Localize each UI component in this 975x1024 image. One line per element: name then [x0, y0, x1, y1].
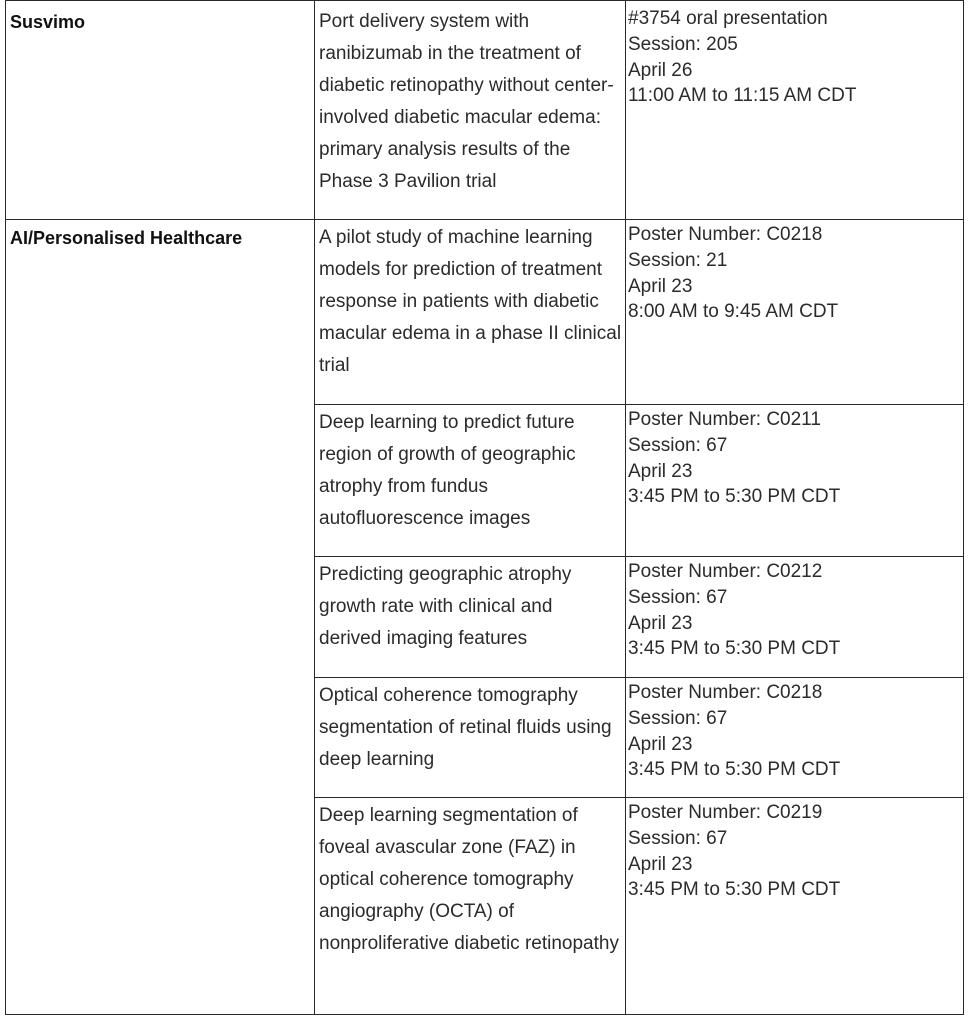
presentation-number: Poster Number: C0212: [628, 561, 823, 582]
presentation-time: 3:45 PM to 5:30 PM CDT: [628, 486, 841, 508]
presentation-date: April 23: [628, 733, 693, 755]
presentation-details-cell: [628, 559, 958, 662]
table-border-bottom: [5, 1014, 964, 1015]
presentation-session: Session: 67: [628, 827, 728, 849]
presentation-number: Poster Number: C0211: [628, 409, 821, 430]
table-border-right: [963, 0, 964, 1015]
abstract-title-cell: [319, 6, 619, 198]
presentation-time: 11:00 AM to 11:15 AM CDT: [628, 85, 857, 107]
presentation-session: Session: 205: [628, 33, 738, 55]
presentation-date: April 23: [628, 612, 693, 634]
presentation-time: 3:45 PM to 5:30 PM CDT: [628, 759, 841, 781]
abstract-title: A pilot study of machine learning models for prediction of treatment response in patients with diabetic macular edema in a phase II clinical trial: [319, 227, 622, 376]
presentations-table: [5, 0, 964, 1016]
presentation-session: Session: 21: [628, 249, 728, 271]
therapy-area-label: Susvimo: [10, 12, 86, 32]
row-divider-1: [5, 219, 964, 220]
row-divider-4: [315, 677, 964, 678]
presentation-date: April 23: [628, 275, 693, 297]
column-divider-2: [625, 0, 626, 1015]
presentation-number: Poster Number: C0218: [628, 682, 823, 703]
presentation-session: Session: 67: [628, 707, 728, 729]
presentation-session: Session: 67: [628, 586, 728, 608]
presentation-number: Poster Number: C0218: [628, 224, 823, 245]
presentation-details-cell: [628, 407, 958, 510]
abstract-title: Predicting geographic atrophy growth rate with clinical and derived imaging features: [319, 564, 572, 649]
presentation-time: 3:45 PM to 5:30 PM CDT: [628, 638, 841, 660]
presentation-details-cell: [628, 6, 958, 109]
presentation-date: April 23: [628, 853, 693, 875]
column-divider-1: [314, 0, 315, 1015]
presentation-number: #3754 oral presentation: [628, 8, 828, 29]
row-divider-3: [315, 556, 964, 557]
therapy-area-cell: [10, 222, 308, 254]
presentation-session: Session: 67: [628, 434, 728, 456]
presentation-time: 3:45 PM to 5:30 PM CDT: [628, 879, 841, 901]
abstract-title: Optical coherence tomography segmentation of retinal fluids using deep learning: [319, 685, 612, 770]
abstract-title-cell: [319, 407, 619, 535]
presentation-number: Poster Number: C0219: [628, 802, 823, 823]
presentation-details-cell: [628, 680, 958, 783]
table-border-left: [5, 0, 6, 1015]
presentation-date: April 23: [628, 460, 693, 482]
presentation-date: April 26: [628, 59, 693, 81]
abstract-title-cell: [319, 800, 619, 960]
abstract-title-cell: [319, 222, 623, 382]
abstract-title-cell: [319, 680, 619, 776]
therapy-area-label: AI/Personalised Healthcare: [10, 228, 243, 248]
presentation-details-cell: [628, 800, 958, 903]
row-divider-2: [315, 404, 964, 405]
abstract-title: Deep learning to predict future region of growth of geographic atrophy from fundus autofluorescence images: [319, 412, 576, 529]
row-divider-5: [315, 797, 964, 798]
abstract-title: Port delivery system with ranibizumab in the treatment of diabetic retinopathy without center-involved diabetic macular edema: primary analysis results of the Phase 3 Pavilion trial: [319, 11, 614, 192]
table-border-top: [5, 0, 964, 1]
abstract-title: Deep learning segmentation of foveal avascular zone (FAZ) in optical coherence tomography angiography (OCTA) of nonproliferative diabetic retinopathy: [319, 805, 619, 954]
therapy-area-cell: [10, 6, 308, 38]
presentation-time: 8:00 AM to 9:45 AM CDT: [628, 301, 839, 323]
presentation-details-cell: [628, 222, 958, 325]
abstract-title-cell: [319, 559, 619, 655]
